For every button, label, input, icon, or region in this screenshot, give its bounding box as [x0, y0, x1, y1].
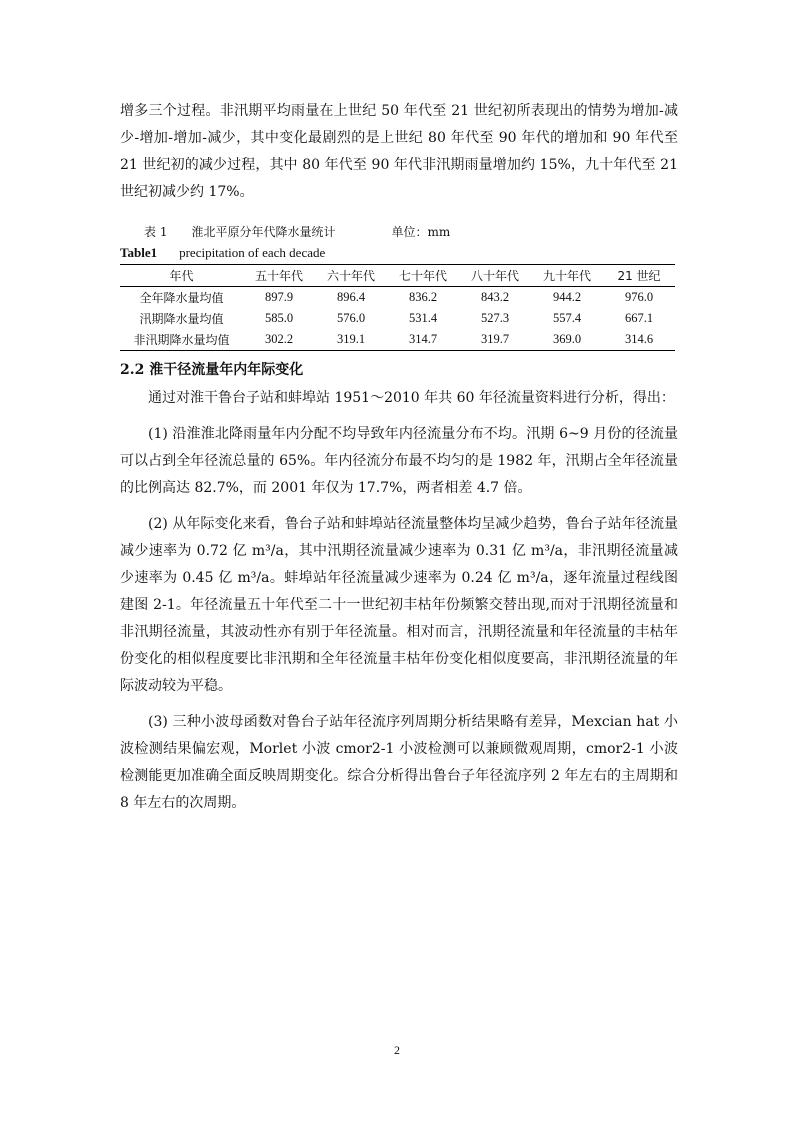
- point-2-paragraph: (2) 从年际变化来看，鲁台子站和蚌埠站径流量整体均呈减少趋势，鲁台子站年径流量减少速率为 0.72 亿 m³/a，其中汛期径流量减少速率为 0.31 亿 m³/a，非汛期径流量减少速率为 0.45 亿 m³/a。蚌埠站年径流量减少速率为 0.24 亿 m³/a，逐年流量过程线图建图 2-1。年径流量五十年代至二十一世纪初丰枯年份频繁交替出现,而对于汛期径流量和非汛期径流量，其波动性亦有别于年径流量。相对而言，汛期径流量和年径流量的丰枯年份变化的相似程度要比非汛期和全年径流量丰枯年份变化相似度要高，非汛期径流量的年际波动较为平稳。: [120, 516, 678, 694]
- table-header-cell: 七十年代: [398, 269, 447, 283]
- table-cell: 836.2: [408, 290, 438, 304]
- table-cell: 557.4: [552, 311, 582, 325]
- table-cell: 667.1: [624, 311, 654, 325]
- table-cell: 319.7: [480, 332, 510, 346]
- table-header-cell: 八十年代: [470, 269, 519, 283]
- table-cell: 319.1: [336, 332, 366, 346]
- table-cell: 369.0: [552, 332, 582, 346]
- table-cell: 527.3: [480, 311, 510, 325]
- point-1-paragraph: (1) 沿淮淮北降雨量年内分配不均导致年内径流量分布不均。汛期 6~9 月份的径流量可以占到全年径流总量的 65%。年内径流分布最不均匀的是 1982 年，汛期占全年径流量的比例高达 82.7%，而 2001 年仅为 17.7%，两者相差 4.7 倍。: [120, 426, 678, 496]
- table-row: [120, 329, 675, 351]
- table-cell: 531.4: [408, 311, 438, 325]
- table-row: [120, 287, 675, 309]
- table-header-cell: 六十年代: [326, 269, 375, 283]
- table-caption-en: [120, 244, 325, 262]
- table-cell: 843.2: [480, 290, 510, 304]
- page-number: 2: [394, 1043, 400, 1057]
- row-label: 汛期降水量均值: [139, 312, 224, 326]
- table-cell: 585.0: [264, 311, 294, 325]
- table-cell: 314.7: [408, 332, 438, 346]
- table-header-cell: 年代: [169, 269, 194, 283]
- row-label: 全年降水量均值: [139, 291, 224, 305]
- intro-paragraph: 增多三个过程。非汛期平均雨量在上世纪 50 年代至 21 世纪初所表现出的情势为增加-减少-增加-增加-减少，其中变化最剧烈的是上世纪 80 年代至 90 年代的增加和 90 年代至 21 世纪初的减少过程，其中 80 年代至 90 年代非汛期雨量增加约 15%，九十年代至 21 世纪初减少约 17%。: [120, 103, 678, 200]
- table-caption-title: 表 1 淮北平原分年代降水量统计: [144, 225, 336, 239]
- table-cell: 976.0: [624, 290, 654, 304]
- point-3-paragraph: (3) 三种小波母函数对鲁台子站年径流序列周期分析结果略有差异，Mexcian hat 小波检测结果偏宏观，Morlet 小波 cmor2-1 小波检测可以兼顾微观周期，cmor2-1 小波检测能更加准确全面反映周期变化。综合分析得出鲁台子年径流序列 2 年左右的主周期和 8 年左右的次周期。: [120, 714, 678, 811]
- section-heading: 2.2 淮干径流量年内年际变化: [120, 362, 304, 378]
- table-cell: 897.9: [264, 290, 294, 304]
- table-header-cell: 21 世纪: [617, 269, 661, 283]
- table-cell: 314.6: [624, 332, 654, 346]
- table-caption-en-label: Table1: [120, 245, 158, 260]
- table-cell: 302.2: [264, 332, 294, 346]
- table-header-cell: 九十年代: [542, 269, 591, 283]
- row-label: 非汛期降水量均值: [133, 333, 230, 347]
- table-caption-en-text: precipitation of each decade: [179, 245, 326, 260]
- table-cell: 944.2: [552, 290, 582, 304]
- table-caption-unit: 单位：mm: [391, 225, 451, 239]
- table-row: [120, 308, 675, 329]
- table-header-cell: 五十年代: [254, 269, 303, 283]
- analysis-paragraph: 通过对淮干鲁台子站和蚌埠站 1951～2010 年共 60 年径流量资料进行分析，得出：: [148, 390, 675, 406]
- table-header-row: [120, 265, 675, 287]
- table-cell: 896.4: [336, 290, 366, 304]
- precipitation-table: [120, 264, 675, 351]
- table-caption-cn: [144, 223, 450, 241]
- table-cell: 576.0: [336, 311, 366, 325]
